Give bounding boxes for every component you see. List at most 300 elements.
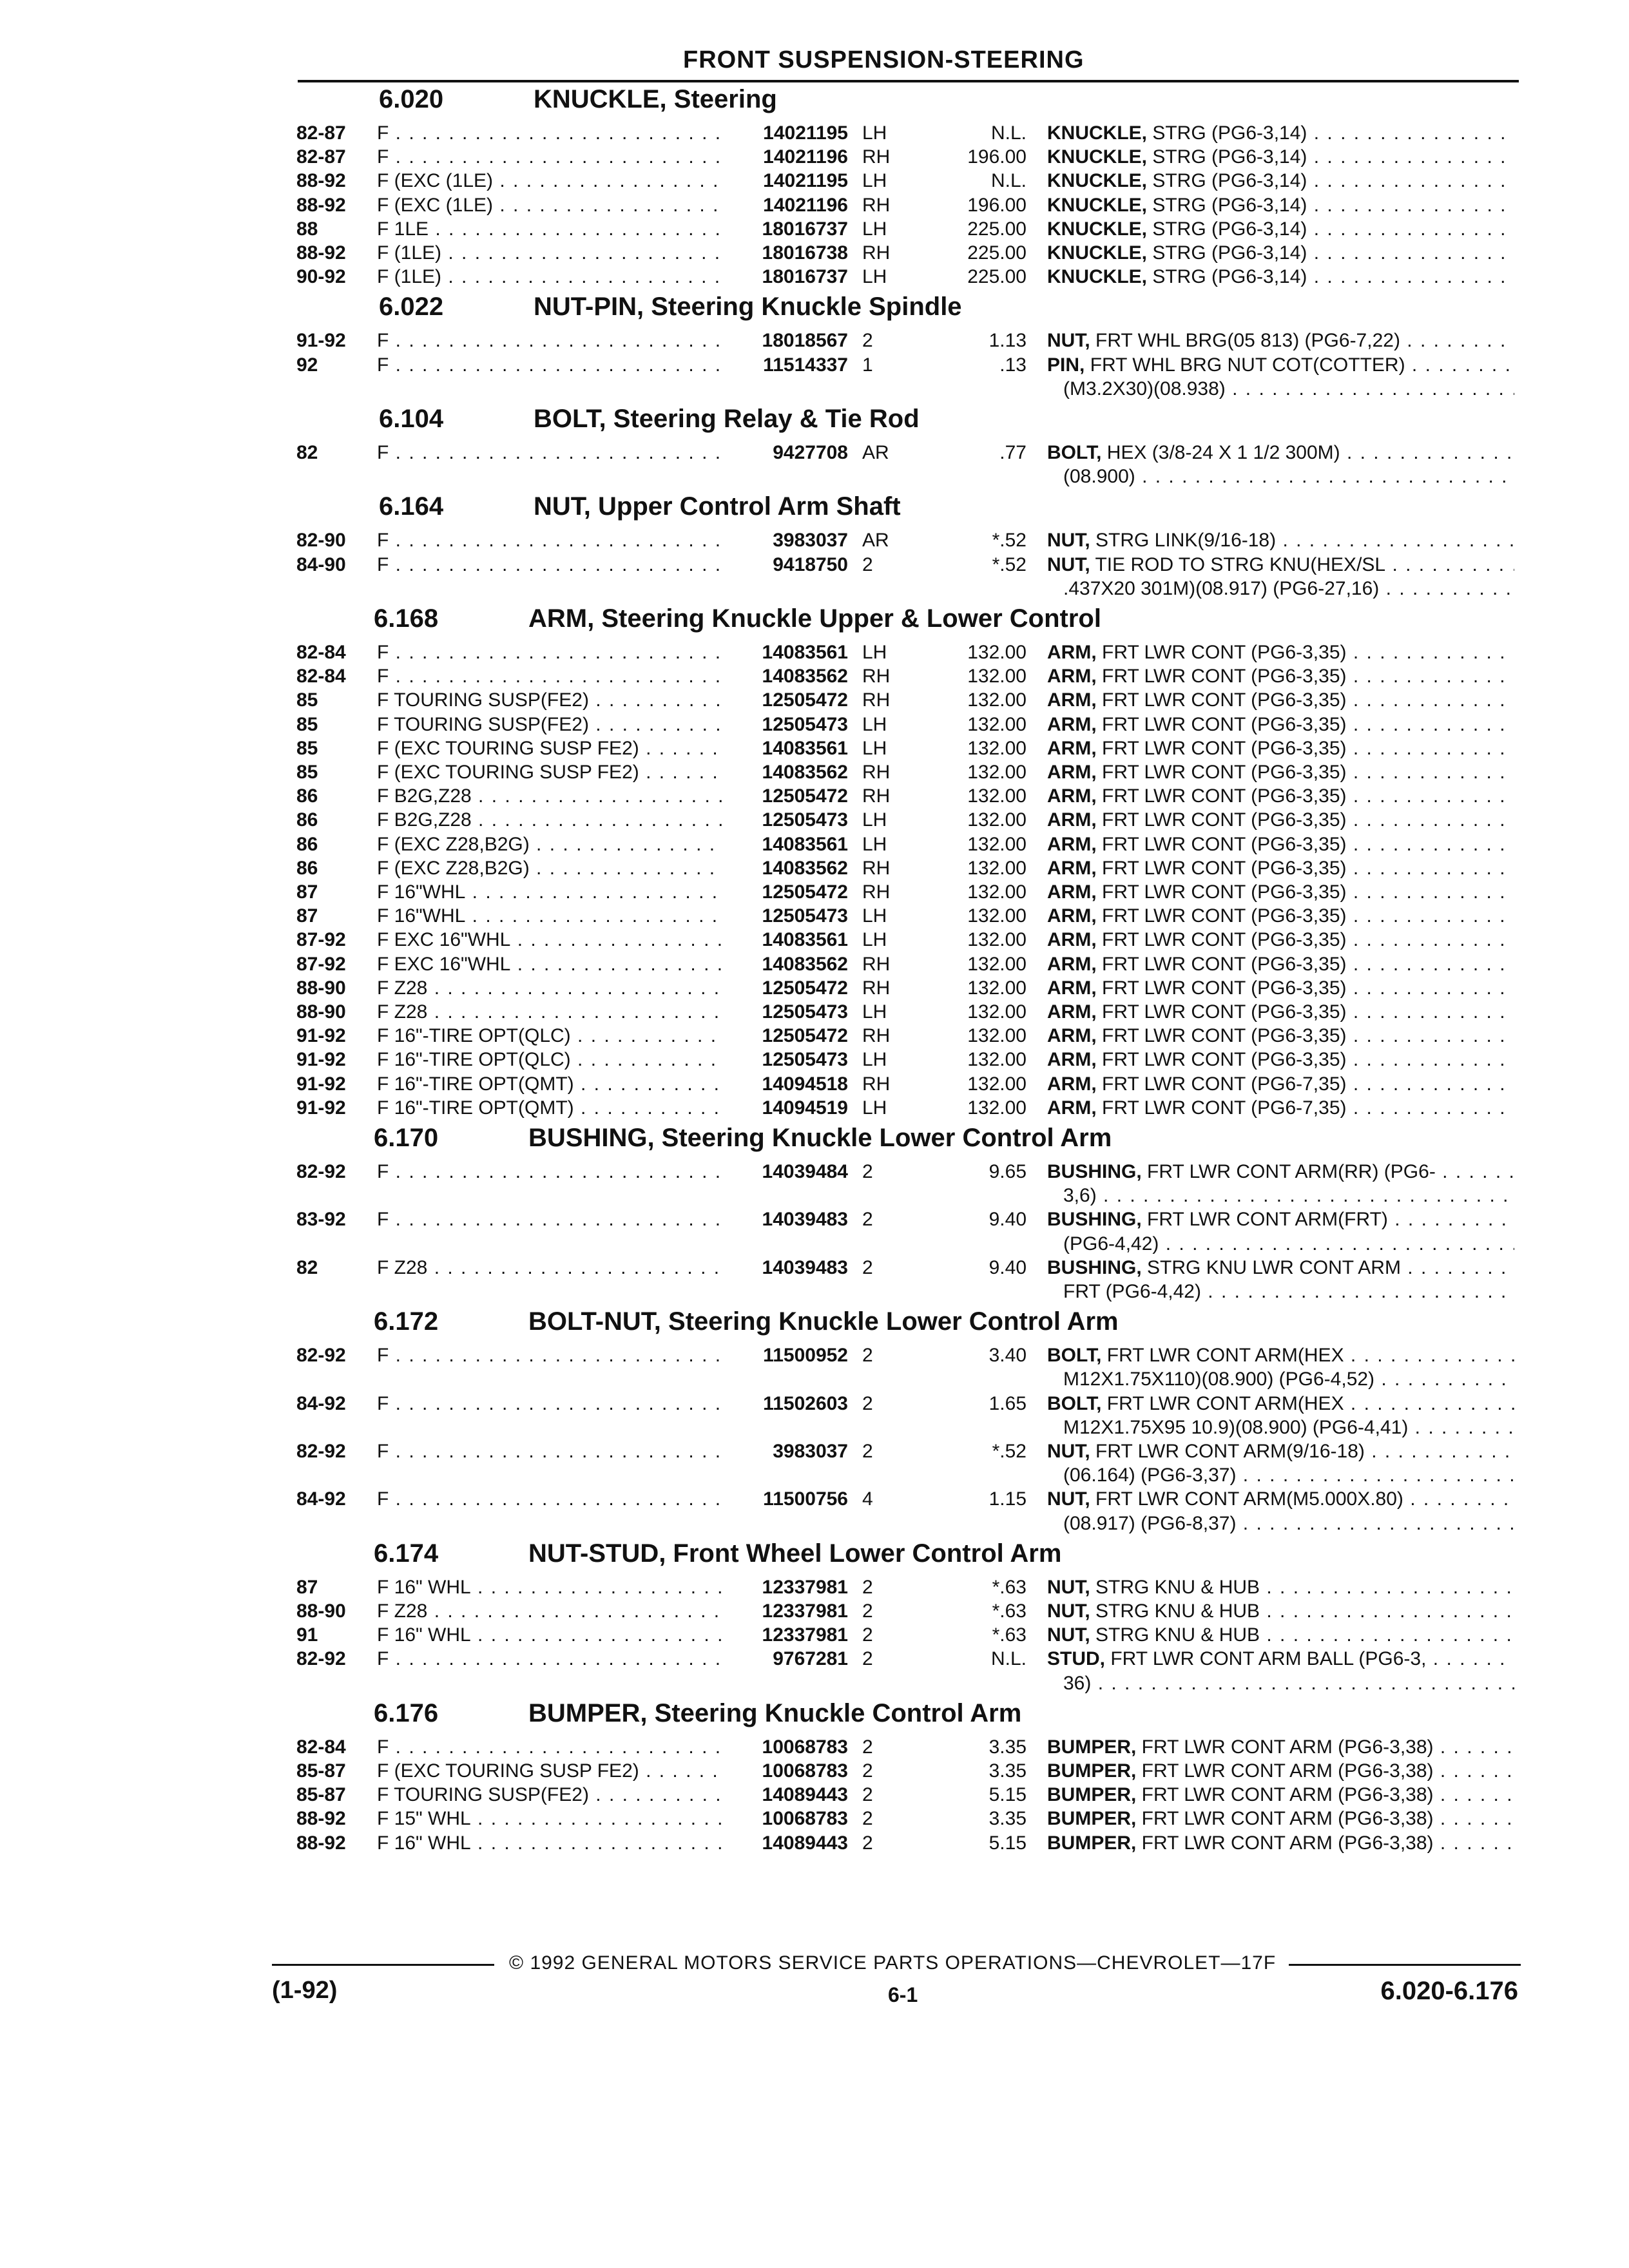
quantity: LH [862,266,887,288]
part-name-detail: FRT LWR CONT ARM(HEX [1101,1392,1344,1414]
quantity: RH [862,194,891,216]
part-name-keyword: ARM, [1047,642,1097,663]
table-row [0,738,1629,762]
part-name-detail: FRT LWR CONT (PG6-3,35) [1096,666,1347,687]
price: 9.40 [988,1209,1027,1231]
application-description: F 16" WHL . . . [377,1832,722,1854]
application-description: F . . . [377,1441,722,1463]
part-name-continuation: 36) . . . [1063,1673,1514,1696]
part-name-continuation: (06.164) (PG6-3,37) . . . [1063,1465,1514,1488]
part-name-detail: STRG (PG6-3,14) [1147,242,1307,264]
part-number: 3983037 [773,1441,848,1462]
price: 5.15 [988,1784,1027,1806]
model-years: 85 [296,689,318,711]
quantity: LH [862,809,887,831]
model-years: 85-87 [296,1760,346,1782]
application-description: F 15" WHL . . . [377,1808,722,1830]
part-name [1047,1760,1514,1782]
part-name-detail: FRT LWR CONT (PG6-3,35) [1096,642,1347,663]
part-name-detail: STRG (PG6-3,14) [1147,194,1307,216]
price: 196.00 [967,146,1027,168]
part-name [1047,1624,1514,1646]
table-row [0,1049,1629,1073]
quantity: LH [862,170,887,192]
page-title: FRONT SUSPENSION-STEERING [683,46,1084,73]
quantity: AR [862,442,889,463]
part-name-detail: STRG KNU & HUB [1090,1600,1260,1622]
part-name-keyword: ARM, [1047,857,1097,879]
part-number: 14039483 [762,1256,848,1278]
footer-rule-left [272,1964,494,1966]
table-row [0,905,1629,929]
part-name-detail: FRT LWR CONT (PG6-3,35) [1096,737,1347,759]
section-name: BOLT, Steering Relay & Tie Rod [534,405,920,433]
part-number: 14089443 [762,1832,848,1854]
part-number: 12505473 [762,1049,848,1071]
price: 3.40 [988,1345,1027,1367]
model-years: 82-84 [296,642,346,663]
footer-date: (1-92) [272,1977,338,2004]
quantity: RH [862,146,891,168]
part-number: 14083561 [762,833,848,855]
model-years: 84-92 [296,1392,346,1414]
price: 132.00 [967,905,1027,927]
price: 132.00 [967,737,1027,759]
table-row [0,195,1629,218]
section-header [374,1307,1534,1341]
part-name-keyword: ARM, [1047,1049,1097,1071]
part-name-keyword: ARM, [1047,929,1097,951]
application-description: F TOURING SUSP(FE2) . . . [377,1784,722,1806]
part-name [1047,1257,1514,1279]
price: 132.00 [967,666,1027,687]
quantity: 2 [862,1808,873,1830]
part-name [1047,858,1514,879]
application-description: F TOURING SUSP(FE2) . . . [377,714,722,736]
price: 132.00 [967,929,1027,951]
part-number: 11502603 [763,1392,848,1414]
part-name-detail: FRT LWR CONT (PG6-3,35) [1096,689,1347,711]
part-name-detail: FRT LWR CONT (PG6-3,35) [1096,809,1347,831]
part-name-detail: STRG (PG6-3,14) [1147,146,1307,168]
section-number: 6.020 [379,85,444,113]
application-description: F Z28 . . . [377,1600,722,1622]
part-name-keyword: NUT, [1047,1441,1090,1462]
part-name [1047,242,1514,264]
part-number: 18016737 [762,266,848,288]
section-number: 6.172 [374,1307,439,1336]
section-number: 6.104 [379,405,444,433]
part-number: 12505472 [762,785,848,807]
quantity: LH [862,1001,887,1023]
part-name-keyword: KNUCKLE, [1047,242,1147,264]
model-years: 82-84 [296,1736,346,1758]
application-description: F Z28 . . . [377,1257,722,1279]
part-name-detail: FRT LWR CONT ARM(RR) (PG6- [1141,1161,1436,1182]
table-row [0,1257,1629,1281]
quantity: 2 [862,1576,873,1598]
table-row [0,1488,1629,1512]
model-years: 88 [296,218,318,240]
table-row [0,858,1629,881]
price: 9.65 [988,1161,1027,1182]
part-name-keyword: KNUCKLE, [1047,266,1147,288]
part-number: 14083562 [762,953,848,975]
part-number: 14039484 [762,1161,848,1182]
price: 3.35 [988,1736,1027,1758]
part-name-continuation: (08.917) (PG6-8,37) . . . [1063,1513,1514,1537]
part-number: 9767281 [773,1648,848,1670]
section-name: BOLT-NUT, Steering Knuckle Lower Control Arm [528,1307,1119,1336]
part-name-detail: FRT LWR CONT ARM (PG6-3,38) [1136,1808,1434,1830]
table-row [0,1577,1629,1600]
table-row [0,1345,1629,1369]
application-description: F . . . [377,1736,722,1758]
part-name-keyword: BOLT, [1047,1392,1102,1414]
price: 132.00 [967,785,1027,807]
part-name-detail: FRT LWR CONT ARM (PG6-3,38) [1136,1736,1434,1758]
model-years: 82 [296,1256,318,1278]
part-name-keyword: ARM, [1047,762,1097,783]
part-name-keyword: NUT, [1047,1600,1090,1622]
part-name [1047,1577,1514,1599]
price: 1.15 [988,1488,1027,1510]
title-rule [298,80,1519,82]
part-number: 14021196 [763,194,848,216]
model-years: 88-92 [296,242,346,264]
section-header [374,1124,1534,1157]
application-description: F B2G,Z28 . . . [377,785,722,807]
part-number: 10068783 [762,1736,848,1758]
quantity: 2 [862,1784,873,1806]
model-years: 82-92 [296,1161,346,1182]
application-description: F . . . [377,1648,722,1670]
part-name [1047,1049,1514,1071]
price: 132.00 [967,713,1027,735]
part-name-keyword: BOLT, [1047,1345,1102,1367]
quantity: 2 [862,1161,873,1182]
price: 132.00 [967,689,1027,711]
model-years: 86 [296,833,318,855]
part-name-keyword: BUMPER, [1047,1808,1137,1830]
application-description: F . . . [377,530,722,552]
part-name [1047,1001,1514,1023]
part-name-keyword: KNUCKLE, [1047,194,1147,216]
part-name-detail: FRT LWR CONT (PG6-3,35) [1096,713,1347,735]
part-name-keyword: ARM, [1047,689,1097,711]
price: .13 [999,354,1027,376]
section-header [374,1699,1534,1733]
part-name-keyword: BUSHING, [1047,1209,1142,1231]
quantity: 2 [862,1600,873,1622]
part-number: 11500756 [763,1488,848,1510]
part-name-detail: FRT LWR CONT ARM BALL (PG6-3, [1105,1648,1427,1670]
price: *.63 [992,1600,1027,1622]
quantity: 2 [862,1392,873,1414]
part-name [1047,1161,1514,1183]
model-years: 87-92 [296,953,346,975]
table-row [0,1441,1629,1465]
part-name [1047,642,1514,664]
price: 132.00 [967,857,1027,879]
section-name: BUMPER, Steering Knuckle Control Arm [528,1698,1022,1727]
part-name [1047,809,1514,831]
part-name [1047,122,1514,144]
price: N.L. [990,122,1027,144]
section-header [379,293,1539,326]
part-name-keyword: NUT, [1047,330,1090,352]
section-header [374,604,1534,638]
application-description: F . . . [377,442,722,464]
part-name [1047,530,1514,552]
part-name-continuation: 3,6) . . . [1063,1185,1514,1209]
quantity: LH [862,905,887,927]
application-description: F . . . [377,554,722,576]
part-number: 11514337 [763,354,848,376]
part-name-keyword: ARM, [1047,1001,1097,1023]
part-name-continuation: (PG6-4,42) . . . [1063,1233,1514,1257]
part-name [1047,330,1514,352]
part-number: 9418750 [773,553,848,575]
model-years: 88-90 [296,1001,346,1023]
section-header [379,85,1539,119]
part-name-keyword: ARM, [1047,666,1097,687]
application-description: F . . . [377,1345,722,1367]
application-description: F . . . [377,1209,722,1231]
model-years: 91-92 [296,330,346,352]
part-number: 10068783 [762,1760,848,1782]
part-name-keyword: ARM, [1047,737,1097,759]
quantity: LH [862,929,887,951]
part-name-continuation: (08.900) . . . [1063,466,1514,490]
price: 132.00 [967,833,1027,855]
model-years: 85 [296,713,318,735]
part-name [1047,170,1514,192]
model-years: 91-92 [296,1049,346,1071]
quantity: LH [862,1097,887,1119]
part-name [1047,1441,1514,1463]
part-name-keyword: PIN, [1047,354,1085,376]
table-row [0,929,1629,953]
model-years: 88-90 [296,977,346,999]
part-name-detail: FRT LWR CONT ARM(9/16-18) [1090,1441,1365,1462]
part-name-keyword: NUT, [1047,530,1090,552]
part-name-keyword: BUMPER, [1047,1736,1137,1758]
section-header [379,405,1539,438]
table-row [0,1784,1629,1808]
quantity: 2 [862,553,873,575]
part-number: 12505473 [762,905,848,927]
part-name-keyword: NUT, [1047,553,1090,575]
part-name-keyword: NUT, [1047,1624,1090,1646]
part-name-continuation: FRT (PG6-4,42) . . . [1063,1281,1514,1305]
table-row [0,146,1629,170]
part-name [1047,738,1514,760]
price: 132.00 [967,881,1027,903]
part-number: 14094518 [762,1073,848,1095]
section-number: 6.170 [374,1124,439,1152]
quantity: 2 [862,1736,873,1758]
price: 3.35 [988,1760,1027,1782]
part-name-keyword: ARM, [1047,953,1097,975]
table-row [0,689,1629,713]
quantity: 2 [862,1624,873,1646]
table-row [0,330,1629,354]
model-years: 92 [296,354,318,376]
part-number: 12505472 [762,689,848,711]
model-years: 86 [296,785,318,807]
table-row [0,1600,1629,1624]
table-row [0,1808,1629,1832]
price: 132.00 [967,809,1027,831]
quantity: RH [862,857,891,879]
table-row [0,1648,1629,1672]
section-number: 6.176 [374,1698,439,1727]
part-number: 14021195 [763,122,848,144]
part-name [1047,1393,1514,1415]
part-number: 10068783 [762,1808,848,1830]
model-years: 91-92 [296,1025,346,1047]
price: .77 [999,442,1027,463]
quantity: 1 [862,354,873,376]
model-years: 82-87 [296,146,346,168]
application-description: F 16"WHL . . . [377,881,722,903]
application-description: F . . . [377,1393,722,1415]
application-description: F 16"-TIRE OPT(QLC) . . . [377,1049,722,1071]
part-name-continuation: (M3.2X30)(08.938) . . . [1063,378,1514,402]
part-number: 14021196 [763,146,848,168]
model-years: 84-90 [296,553,346,575]
part-name-detail: TIE ROD TO STRG KNU(HEX/SL [1090,553,1386,575]
part-number: 14083561 [762,737,848,759]
price: 132.00 [967,1073,1027,1095]
model-years: 88-92 [296,170,346,192]
quantity: RH [862,242,891,264]
part-name-detail: FRT LWR CONT (PG6-3,35) [1096,905,1347,927]
price: *.52 [992,553,1027,575]
part-name [1047,1600,1514,1622]
application-description: F (EXC (1LE) . . . [377,170,722,192]
table-row [0,762,1629,785]
quantity: RH [862,785,891,807]
application-description: F . . . [377,354,722,376]
price: 132.00 [967,1049,1027,1071]
part-name-keyword: NUT, [1047,1488,1090,1510]
model-years: 82-90 [296,530,346,552]
part-name-keyword: BUSHING, [1047,1161,1142,1182]
quantity: LH [862,218,887,240]
part-name-detail: FRT LWR CONT ARM(M5.000X.80) [1090,1488,1403,1510]
price: 132.00 [967,1025,1027,1047]
section-name: NUT-STUD, Front Wheel Lower Control Arm [528,1539,1062,1568]
part-name-detail: STRG (PG6-3,14) [1147,170,1307,192]
part-number: 18016738 [762,242,848,264]
part-name-keyword: NUT, [1047,1576,1090,1598]
table-row [0,218,1629,242]
footer-rule-right [1289,1964,1521,1966]
model-years: 84-92 [296,1488,346,1510]
application-description: F 1LE . . . [377,218,722,240]
quantity: 2 [862,1345,873,1367]
quantity: 2 [862,1832,873,1854]
part-name-keyword: BOLT, [1047,442,1102,463]
price: 196.00 [967,194,1027,216]
part-name-detail: FRT LWR CONT (PG6-3,35) [1096,953,1347,975]
part-name-detail: FRT WHL BRG(05 813) (PG6-7,22) [1090,330,1400,352]
part-name [1047,834,1514,856]
quantity: 2 [862,1760,873,1782]
application-description: F 16"-TIRE OPT(QMT) . . . [377,1073,722,1095]
part-name-detail: FRT LWR CONT (PG6-3,35) [1096,977,1347,999]
application-description: F (1LE) . . . [377,242,722,264]
price: 3.35 [988,1808,1027,1830]
application-description: F 16"WHL . . . [377,905,722,927]
section-header [379,492,1539,526]
part-name-detail: FRT LWR CONT (PG6-3,35) [1096,1001,1347,1023]
part-name-continuation: M12X1.75X110)(08.900) (PG6-4,52) . . . [1063,1369,1514,1392]
price: 132.00 [967,953,1027,975]
part-number: 18016737 [762,218,848,240]
price: 132.00 [967,977,1027,999]
part-name-detail: STRG LINK(9/16-18) [1090,530,1277,552]
part-name-keyword: ARM, [1047,977,1097,999]
price: *.63 [992,1576,1027,1598]
table-row [0,642,1629,666]
model-years: 86 [296,809,318,831]
part-number: 12505473 [762,809,848,831]
table-row [0,954,1629,977]
part-name [1047,554,1514,576]
part-name-continuation: M12X1.75X95 10.9)(08.900) (PG6-4,41) . . . [1063,1417,1514,1441]
part-name-detail: FRT LWR CONT ARM(FRT) [1141,1209,1388,1231]
model-years: 85 [296,737,318,759]
part-name-detail: FRT LWR CONT (PG6-3,35) [1096,762,1347,783]
quantity: 2 [862,1441,873,1462]
application-description: F (EXC TOURING SUSP FE2) . . . [377,738,722,760]
part-number: 14083562 [762,762,848,783]
part-name-detail: STRG (PG6-3,14) [1147,122,1307,144]
price: 225.00 [967,218,1027,240]
part-number: 12505473 [762,713,848,735]
model-years: 82 [296,442,318,463]
section-header [374,1539,1534,1573]
model-years: 91-92 [296,1097,346,1119]
part-name-detail: HEX (3/8-24 X 1 1/2 300M) [1101,442,1340,463]
application-description: F . . . [377,330,722,352]
quantity: RH [862,666,891,687]
application-description: F . . . [377,1161,722,1183]
section-number: 6.164 [379,492,444,521]
part-name [1047,195,1514,216]
application-description: F Z28 . . . [377,1001,722,1023]
application-description: F (EXC Z28,B2G) . . . [377,858,722,879]
part-number: 14039483 [762,1209,848,1231]
part-number: 18018567 [762,330,848,352]
model-years: 82-92 [296,1648,346,1670]
part-name-detail: FRT LWR CONT (PG6-3,35) [1096,1025,1347,1047]
part-number: 14094519 [762,1097,848,1119]
part-name-detail: STRG (PG6-3,14) [1147,266,1307,288]
part-name [1047,714,1514,736]
part-number: 11500952 [763,1345,848,1367]
table-row [0,1097,1629,1121]
part-name [1047,442,1514,464]
table-row [0,354,1629,378]
table-row [0,554,1629,578]
application-description: F EXC 16"WHL . . . [377,929,722,951]
section-number: 6.022 [379,293,444,322]
part-number: 12505472 [762,881,848,903]
